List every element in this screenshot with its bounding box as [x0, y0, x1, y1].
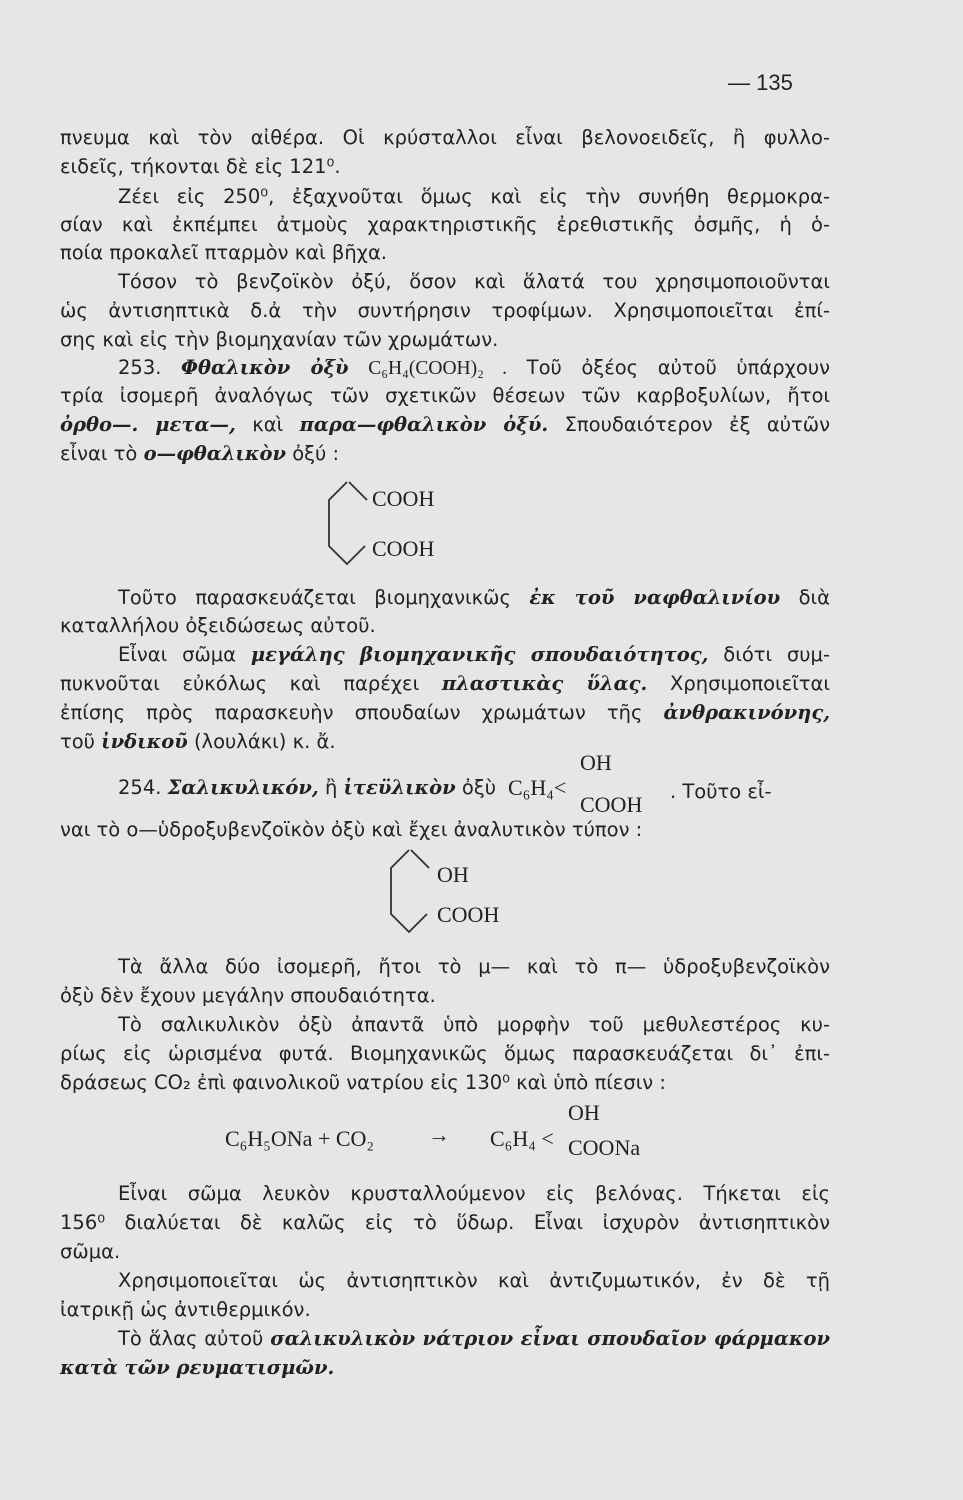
text-line: ὡς ἀντισηπτικὰ δ.ἀ τὴν συντήρησιν τροφίμων. Χρησιμοποιεῖται ἐπί- — [60, 299, 830, 322]
text-line — [118, 1329, 830, 1349]
isomer-name: παρα—φθαλικὸν ὀξύ. — [299, 413, 549, 436]
text-line: σης καὶ εἰς τὴν βιομηχανίαν τῶν χρωμάτων. — [60, 328, 499, 351]
salicylic-formula-base: C₆H₄< — [508, 775, 567, 800]
emphasis: ἰνδικοῦ — [101, 730, 188, 753]
emphasis: ἀνθρακινόνης, — [663, 701, 831, 724]
isomer-name: ο—φθαλικὸν — [143, 442, 286, 465]
emphasis: ἐκ τοῦ ναφθαλινίου — [529, 586, 781, 609]
salicylic-formula-bottom: COOH — [580, 792, 643, 817]
emphasis: μεγάλης βιομηχανικῆς σπουδαιότητος, — [250, 643, 709, 666]
reaction-reactants: C₆H₅ONa + CO₂ — [225, 1126, 375, 1151]
section-254-line — [118, 776, 496, 799]
text-line: σῶμα. — [60, 1240, 121, 1263]
text-line — [60, 444, 830, 464]
text-span: πυκνοῦται εὐκόλως καὶ παρέχει — [60, 672, 420, 695]
substituent-cooh: COOH — [372, 486, 435, 511]
text-line — [118, 645, 830, 665]
text-line — [60, 732, 830, 752]
text-span: καὶ — [252, 413, 284, 436]
text-line: ειδεῖς, τήκονται δὲ εἰς 121⁰. — [60, 155, 341, 178]
emphasis: σαλικυλικὸν νάτριον εἶναι σπουδαῖον φάρμακον — [270, 1327, 830, 1350]
text-line — [60, 703, 830, 723]
text-line: σίαν καὶ ἐκπέμπει ἀτμοὺς χαρακτηριστικῆς ἐρεθιστικῆς ὀσμῆς, ἡ ὁ- — [60, 213, 830, 236]
text-span: Τοῦ ὀξέος αὐτοῦ ὑπάρχουν — [526, 356, 831, 379]
section-title: Σαλικυλικόν, — [167, 776, 319, 799]
text-line: κατὰ τῶν ρευματισμῶν. — [60, 1356, 335, 1379]
text-line: Χρησιμοποιεῖται ὡς ἀντισηπτικὸν καὶ ἀντιζυμωτικόν, ἐν δὲ τῇ — [118, 1269, 830, 1292]
text-line: 156⁰ διαλύεται δὲ καλῶς εἰς τὸ ὕδωρ. Εἶναι ἰσχυρὸν ἀντισηπτικὸν — [60, 1211, 830, 1234]
text-span: διότι συμ- — [723, 643, 831, 666]
isomer-names: ὀρθο—. μετα—, — [60, 413, 236, 436]
text-span: ἐπίσης πρὸς παρασκευὴν σπουδαίων χρωμάτων τῆς — [60, 701, 643, 724]
benzene-ring-icon — [387, 846, 437, 936]
reaction-product-top: OH — [568, 1100, 600, 1125]
section-number: 254. — [118, 776, 162, 799]
reaction-arrow-icon: → — [428, 1122, 450, 1147]
text-span: Εἶναι σῶμα — [118, 643, 237, 666]
text-line: δράσεως CO₂ ἐπὶ φαινολικοῦ νατρίου εἰς 130⁰ καὶ ὑπὸ πίεσιν : — [60, 1071, 666, 1094]
text-span: Τὸ ἅλας αὐτοῦ — [118, 1327, 264, 1350]
reaction-product-bottom: COONa — [568, 1135, 641, 1160]
section-253-line — [118, 358, 830, 379]
text-line: Εἶναι σῶμα λευκὸν κρυσταλλούμενον εἰς βελόνας. Τήκεται εἰς — [118, 1182, 830, 1205]
section-title: Φθαλικὸν ὀξὺ — [181, 356, 349, 379]
text-line — [118, 588, 830, 608]
text-line: Τὸ σαλικυλικὸν ὀξὺ ἀπαντᾶ ὑπὸ μορφὴν τοῦ μεθυλεστέρος κυ- — [118, 1013, 830, 1036]
substituent-cooh: COOH — [437, 902, 500, 927]
text-span: . Τοῦτο εἶ- — [670, 780, 772, 803]
text-span: εἶναι τὸ — [60, 442, 138, 465]
substituent-oh: OH — [437, 862, 469, 887]
text-span: (λουλάκι) κ. ἄ. — [193, 730, 336, 753]
section-title-alt: ἰτεϋλικὸν — [343, 776, 456, 799]
text-span: Σπουδαιότερον ἐξ αὐτῶν — [564, 413, 831, 436]
text-line: Τὰ ἄλλα δύο ἰσομερῆ, ἤτοι τὸ μ— καὶ τὸ π— ὑδροξυβενζοϊκὸν — [118, 955, 830, 978]
chemical-formula: C₆H₄(COOH)₂ . — [368, 358, 508, 379]
text-line — [60, 415, 830, 435]
benzene-ring-icon — [325, 478, 375, 568]
reaction-product-base: C₆H₄ < — [490, 1126, 554, 1151]
text-line: καταλλήλου ὀξειδώσεως αὐτοῦ. — [60, 614, 376, 637]
section-number: 253. — [118, 356, 162, 379]
text-line: Ζέει εἰς 250⁰, ἐξαχνοῦται ὅμως καὶ εἰς τὴν συνήθη θερμοκρα- — [118, 185, 830, 208]
text-line: ποία προκαλεῖ πταρμὸν καὶ βῆχα. — [60, 241, 387, 264]
text-line — [60, 674, 830, 694]
text-span: Τοῦτο παρασκευάζεται βιομηχανικῶς — [118, 586, 511, 609]
text-span: Χρησιμοποιεῖται — [670, 672, 830, 695]
text-line: ὀξὺ δὲν ἔχουν μεγάλην σπουδαιότητα. — [60, 984, 436, 1007]
text-span: ἢ — [324, 776, 338, 799]
text-line: ἰατρικῇ ὡς ἀντιθερμικόν. — [60, 1298, 311, 1321]
substituent-cooh: COOH — [372, 536, 435, 561]
page-number: — 135 — [728, 70, 793, 95]
text-line: τρία ἰσομερῆ ἀναλόγως τῶν σχετικῶν θέσεων τῶν καρβοξυλίων, ἤτοι — [60, 384, 830, 407]
emphasis: πλαστικὰς ὕλας. — [441, 672, 648, 695]
text-line: ρίως εἰς ὡρισμένα φυτά. Βιομηχανικῶς ὅμως παρασκευάζεται δι᾽ ἐπι- — [60, 1042, 830, 1065]
text-line: Τόσον τὸ βενζοϊκὸν ὀξύ, ὅσον καὶ ἅλατά του χρησιμοποιοῦνται — [118, 270, 830, 293]
text-span: διὰ — [798, 586, 831, 609]
text-line: πνευμα καὶ τὸν αἰθέρα. Οἱ κρύσταλλοι εἶναι βελονοειδεῖς, ἢ φυλλο- — [60, 126, 830, 149]
salicylic-formula-top: OH — [580, 750, 612, 775]
text-span: ὀξύ : — [292, 442, 340, 465]
text-line: ναι τὸ ο—ὑδροξυβενζοϊκὸν ὀξὺ καὶ ἔχει ἀναλυτικὸν τύπον : — [60, 818, 643, 841]
text-span: ὀξὺ — [461, 776, 496, 799]
text-span: τοῦ — [60, 730, 95, 753]
